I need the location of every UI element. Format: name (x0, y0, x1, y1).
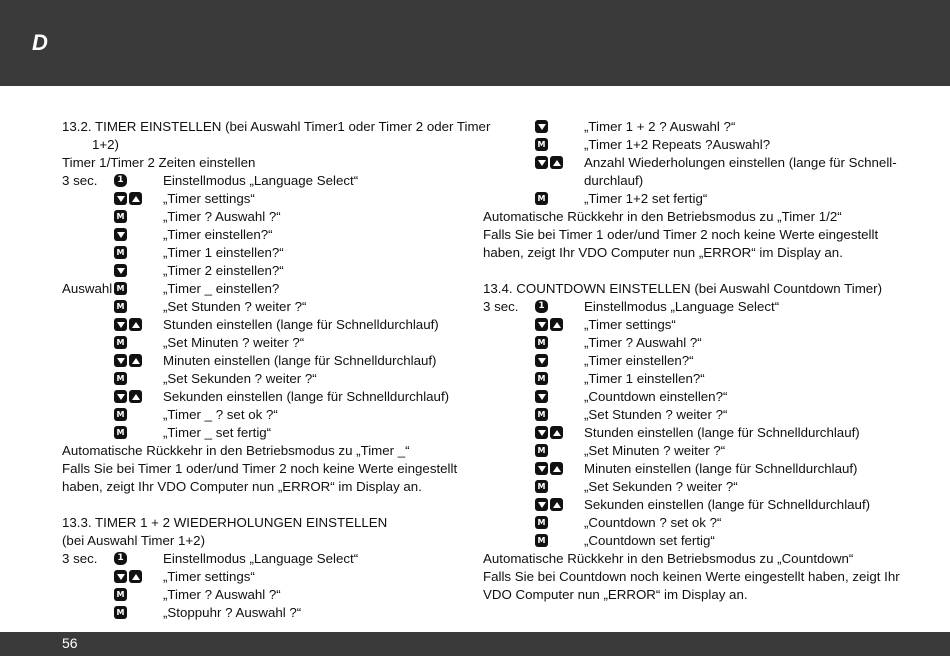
step-text: „Countdown ? set ok ?“ (584, 515, 722, 530)
up-key-icon (550, 156, 563, 169)
m-key-icon: M (114, 426, 127, 439)
step-prefix: Auswahl (62, 281, 113, 296)
m-key-icon: M (535, 480, 548, 493)
step-text: „Set Sekunden ? weiter ?“ (163, 371, 317, 386)
step-text: „Timer 2 einstellen?“ (163, 263, 284, 278)
down-key-icon (535, 462, 548, 475)
step-text: Stunden einstellen (lange für Schnelldurchlauf) (163, 317, 439, 332)
section-13-3-subtitle: (bei Auswahl Timer 1+2) (62, 533, 206, 548)
down-key-icon (114, 570, 127, 583)
m-key-icon: M (535, 408, 548, 421)
step-text: „Timer settings“ (163, 569, 255, 584)
section-13-4-title: 13.4. COUNTDOWN EINSTELLEN (bei Auswahl Countdown Timer) (483, 281, 883, 296)
step-row (483, 136, 903, 154)
step-row (483, 532, 903, 550)
step-text: Sekunden einstellen (lange für Schnelldurchlauf) (584, 497, 871, 512)
step-row (483, 388, 903, 406)
m-key-icon: M (114, 210, 127, 223)
m-key-icon: M (535, 192, 548, 205)
up-key-icon (129, 390, 142, 403)
down-key-icon (114, 264, 127, 277)
step-text: „Set Sekunden ? weiter ?“ (584, 479, 738, 494)
step-row (483, 298, 903, 316)
step-row (62, 298, 462, 316)
m-key-icon: M (535, 444, 548, 457)
step-text: „Timer 1+2 set fertig“ (584, 191, 708, 206)
paragraph-line: VDO Computer nun „ERROR“ im Display an. (483, 587, 748, 602)
down-key-icon (535, 498, 548, 511)
step-text: Sekunden einstellen (lange für Schnelldurchlauf) (163, 389, 450, 404)
step-row (483, 118, 903, 136)
one-key-icon: 1 (535, 300, 548, 313)
step-text: „Timer settings“ (163, 191, 255, 206)
step-text: „Set Minuten ? weiter ?“ (163, 335, 305, 350)
paragraph-line: Automatische Rückkehr in den Betriebsmodus zu „Timer _“ (62, 443, 410, 458)
m-key-icon: M (114, 408, 127, 421)
step-row (483, 460, 903, 478)
section-13-2-title: 13.2. TIMER EINSTELLEN (bei Auswahl Timer1 oder Timer 2 oder Timer (62, 119, 491, 134)
step-row (62, 352, 462, 370)
right-column (483, 118, 903, 604)
step-row (62, 586, 462, 604)
step-text: „Countdown einstellen?“ (584, 389, 728, 404)
step-row (483, 424, 903, 442)
down-key-icon (114, 390, 127, 403)
step-text: Anzahl Wiederholungen einstellen (lange für Schnell- (584, 155, 897, 170)
down-key-icon (535, 156, 548, 169)
step-row (62, 172, 462, 190)
step-row (62, 406, 462, 424)
step-row (483, 496, 903, 514)
step-text: „Set Stunden ? weiter ?“ (163, 299, 307, 314)
up-key-icon (129, 354, 142, 367)
down-key-icon (535, 318, 548, 331)
up-key-icon (550, 462, 563, 475)
step-text: Einstellmodus „Language Select“ (163, 551, 359, 566)
down-key-icon (535, 426, 548, 439)
step-text: „Timer einstellen?“ (163, 227, 273, 242)
step-text: „Timer 1 einstellen?“ (584, 371, 705, 386)
paragraph-line: Falls Sie bei Timer 1 oder/und Timer 2 noch keine Werte eingestellt (483, 227, 879, 242)
step-text: „Timer einstellen?“ (584, 353, 694, 368)
m-key-icon: M (114, 336, 127, 349)
paragraph-line: Automatische Rückkehr in den Betriebsmodus zu „Countdown“ (483, 551, 854, 566)
step-row (483, 172, 903, 190)
language-label: D (32, 30, 48, 55)
m-key-icon: M (114, 606, 127, 619)
step-row (483, 514, 903, 532)
down-key-icon (535, 390, 548, 403)
step-text: „Timer 1 + 2 ? Auswahl ?“ (584, 119, 736, 134)
m-key-icon: M (114, 300, 127, 313)
section-13-2-subtitle: Timer 1/Timer 2 Zeiten einstellen (62, 155, 256, 170)
page-number: 56 (62, 635, 78, 651)
step-row (62, 226, 462, 244)
m-key-icon: M (535, 138, 548, 151)
step-text: „Timer _ set fertig“ (163, 425, 272, 440)
step-row (62, 334, 462, 352)
step-prefix: 3 sec. (483, 299, 519, 314)
step-row (483, 190, 903, 208)
step-row (483, 442, 903, 460)
step-text: Minuten einstellen (lange für Schnelldurchlauf) (163, 353, 437, 368)
step-text: Stunden einstellen (lange für Schnelldurchlauf) (584, 425, 860, 440)
step-text: „Timer settings“ (584, 317, 676, 332)
step-row (483, 478, 903, 496)
step-text: durchlauf) (584, 173, 644, 188)
down-key-icon (535, 354, 548, 367)
m-key-icon: M (535, 516, 548, 529)
step-text: Minuten einstellen (lange für Schnelldurchlauf) (584, 461, 858, 476)
up-key-icon (550, 498, 563, 511)
step-text: „Timer ? Auswahl ?“ (584, 335, 702, 350)
step-row (483, 334, 903, 352)
m-key-icon: M (114, 246, 127, 259)
up-key-icon (550, 426, 563, 439)
step-text: „Timer _ einstellen? (163, 281, 280, 296)
step-text: „Timer _ ? set ok ?“ (163, 407, 278, 422)
step-row (483, 352, 903, 370)
down-key-icon (114, 192, 127, 205)
step-text: „Timer 1+2 Repeats ?Auswahl? (584, 137, 771, 152)
paragraph-line: Falls Sie bei Timer 1 oder/und Timer 2 noch keine Werte eingestellt (62, 461, 458, 476)
step-row (483, 316, 903, 334)
step-row (483, 370, 903, 388)
step-row (62, 604, 462, 622)
step-row (483, 406, 903, 424)
step-row (62, 208, 462, 226)
m-key-icon: M (114, 588, 127, 601)
up-key-icon (129, 318, 142, 331)
step-row (62, 262, 462, 280)
section-13-2-title-cont: 1+2) (92, 137, 119, 152)
step-text: „Timer ? Auswahl ?“ (163, 209, 281, 224)
down-key-icon (114, 318, 127, 331)
step-text: „Stoppuhr ? Auswahl ?“ (163, 605, 302, 620)
step-text: Einstellmodus „Language Select“ (584, 299, 780, 314)
one-key-icon: 1 (114, 552, 127, 565)
step-prefix: 3 sec. (62, 173, 98, 188)
down-key-icon (535, 120, 548, 133)
footer-bar (0, 632, 950, 656)
step-text: „Set Stunden ? weiter ?“ (584, 407, 728, 422)
down-key-icon (114, 228, 127, 241)
up-key-icon (550, 318, 563, 331)
down-key-icon (114, 354, 127, 367)
step-text: „Timer ? Auswahl ?“ (163, 587, 281, 602)
up-key-icon (129, 570, 142, 583)
step-row (62, 388, 462, 406)
step-row (62, 280, 462, 298)
paragraph-line: Automatische Rückkehr in den Betriebsmodus zu „Timer 1/2“ (483, 209, 842, 224)
up-key-icon (129, 192, 142, 205)
m-key-icon: M (114, 372, 127, 385)
step-row (483, 154, 903, 172)
m-key-icon: M (114, 282, 127, 295)
step-text: „Countdown set fertig“ (584, 533, 715, 548)
paragraph-line: haben, zeigt Ihr VDO Computer nun „ERROR“ im Display an. (483, 245, 843, 260)
m-key-icon: M (535, 534, 548, 547)
header-bar (0, 0, 950, 86)
paragraph-line: haben, zeigt Ihr VDO Computer nun „ERROR“ im Display an. (62, 479, 422, 494)
section-13-3-title: 13.3. TIMER 1 + 2 WIEDERHOLUNGEN EINSTELLEN (62, 515, 388, 530)
step-row (62, 316, 462, 334)
one-key-icon: 1 (114, 174, 127, 187)
step-text: „Set Minuten ? weiter ?“ (584, 443, 726, 458)
m-key-icon: M (535, 336, 548, 349)
step-row (62, 424, 462, 442)
step-text: Einstellmodus „Language Select“ (163, 173, 359, 188)
step-row (62, 244, 462, 262)
left-column (62, 118, 491, 622)
paragraph-line: Falls Sie bei Countdown noch keinen Werte eingestellt haben, zeigt Ihr (483, 569, 900, 584)
step-text: „Timer 1 einstellen?“ (163, 245, 284, 260)
m-key-icon: M (535, 372, 548, 385)
step-row (62, 190, 462, 208)
step-row (62, 568, 462, 586)
step-prefix: 3 sec. (62, 551, 98, 566)
step-row (62, 550, 462, 568)
step-row (62, 370, 462, 388)
